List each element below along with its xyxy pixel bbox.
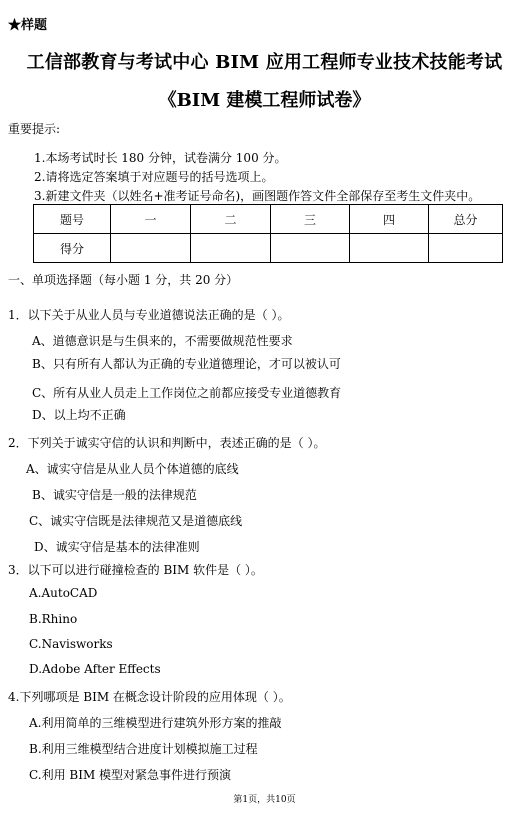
- question-2-option-a: A、诚实守信是从业人员个体道德的底线: [26, 462, 239, 476]
- score-table-header-row: [34, 205, 503, 234]
- notice-item: 3.新建文件夹（以姓名+准考证号命名)，画图题作答文件全部保存至考生文件夹中。: [34, 189, 481, 203]
- question-3-text: 3．以下可以进行碰撞检查的 BIM 软件是（ ）。: [8, 563, 263, 577]
- score-cell: [191, 234, 271, 263]
- question-3-option-b: B.Rhino: [29, 612, 78, 626]
- question-4-option-c: C.利用 BIM 模型对紧急事件进行预演: [29, 768, 232, 782]
- question-3-option-d: D.Adobe After Effects: [29, 662, 161, 676]
- score-cell: [429, 234, 503, 263]
- score-header-cell: 四: [350, 205, 429, 234]
- question-4-option-a: A.利用简单的三维模型进行建筑外形方案的推敲: [29, 716, 282, 730]
- page-footer: 第1页，共10页: [233, 795, 296, 805]
- question-1-option-a: A、道德意识是与生俱来的，不需要做规范性要求: [32, 334, 293, 348]
- exam-title: 工信部教育与考试中心 BIM 应用工程师专业技术技能考试: [26, 52, 503, 73]
- section-heading: 一、单项选择题（每小题 1 分，共 20 分）: [8, 273, 239, 287]
- notice-item: 2.请将选定答案填于对应题号的括号选项上。: [34, 170, 274, 184]
- question-1-text: 1．以下关于从业人员与专业道德说法正确的是（ ）。: [8, 308, 290, 322]
- score-header-cell: 题号: [34, 205, 111, 234]
- question-2-text: 2．下列关于诚实守信的认识和判断中，表述正确的是（ ）。: [8, 436, 326, 450]
- score-header-cell: 三: [271, 205, 350, 234]
- question-4-text: 4.下列哪项是 BIM 在概念设计阶段的应用体现（ ）。: [8, 690, 291, 704]
- score-row-label: 得分: [34, 234, 111, 263]
- score-header-cell: 二: [191, 205, 271, 234]
- notice-item: 1.本场考试时长 180 分钟，试卷满分 100 分。: [34, 151, 287, 165]
- question-2-option-b: B、诚实守信是一般的法律规范: [32, 488, 197, 502]
- score-table-score-row: [34, 234, 503, 263]
- score-header-cell: 总分: [429, 205, 503, 234]
- question-1-option-b: B、只有所有人都认为正确的专业道德理论，才可以被认可: [32, 357, 341, 371]
- question-2-option-d: D、诚实守信是基本的法律准则: [34, 540, 200, 554]
- question-3-option-c: C.Navisworks: [29, 637, 113, 651]
- score-table: [33, 204, 503, 263]
- question-2-option-c: C、诚实守信既是法律规范又是道德底线: [29, 514, 243, 528]
- question-1-option-d: D、以上均不正确: [32, 408, 126, 422]
- sample-label: ★样题: [8, 18, 48, 33]
- question-1-option-c: C、所有从业人员走上工作岗位之前都应接受专业道德教育: [32, 386, 342, 400]
- question-3-option-a: A.AutoCAD: [29, 586, 98, 600]
- paper-title: 《BIM 建模工程师试卷》: [158, 90, 371, 111]
- notice-label: 重要提示:: [8, 122, 61, 136]
- score-cell: [350, 234, 429, 263]
- score-header-cell: 一: [111, 205, 191, 234]
- score-cell: [271, 234, 350, 263]
- question-4-option-b: B.利用三维模型结合进度计划模拟施工过程: [29, 742, 258, 756]
- score-cell: [111, 234, 191, 263]
